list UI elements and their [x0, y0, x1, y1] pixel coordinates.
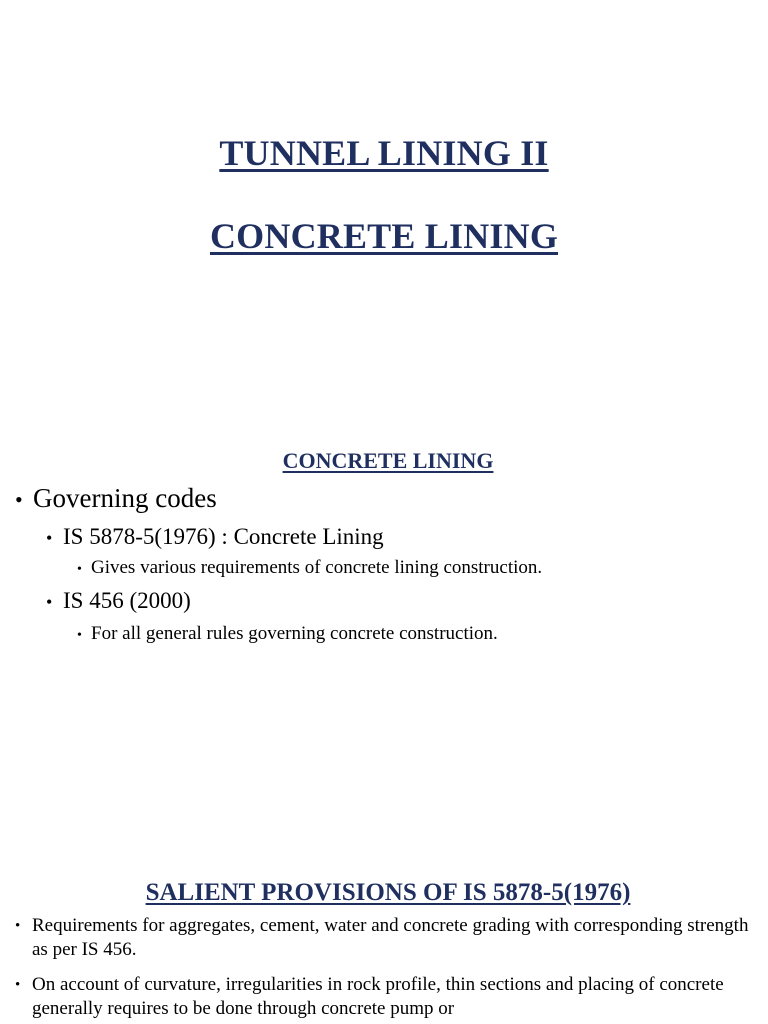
bullet-icon: •: [77, 628, 82, 643]
bullet-level-2: [46, 523, 384, 552]
bullet-icon: •: [77, 562, 82, 577]
bullet-text: IS 5878-5(1976) : Concrete Lining: [63, 524, 384, 549]
bullet-icon: •: [15, 918, 21, 934]
title-slide: [0, 0, 768, 416]
slide-title-line-1: TUNNEL LINING II: [219, 133, 549, 173]
slide-title-line-2: CONCRETE LINING: [209, 216, 559, 256]
bullet-text: IS 456 (2000): [63, 588, 191, 613]
bullet-text: Gives various requirements of concrete lining construction.: [91, 557, 543, 578]
bullet-level-3: [77, 556, 542, 582]
bullet-text: Governing codes: [33, 483, 217, 513]
slide-heading: CONCRETE LINING: [282, 448, 494, 473]
bullet-icon: •: [15, 487, 23, 512]
governing-codes-slide: [0, 430, 768, 850]
bullet-icon: •: [46, 592, 53, 612]
bullet-paragraph: [15, 973, 755, 1021]
salient-provisions-slide: [0, 860, 768, 1024]
bullet-level-3: [77, 622, 498, 648]
bullet-level-1: [15, 482, 217, 516]
bullet-text: Requirements for aggregates, cement, water and concrete grading with corresponding strength as per IS 456.: [32, 915, 749, 960]
bullet-paragraph: [15, 914, 755, 962]
bullet-text: For all general rules governing concrete construction.: [91, 623, 498, 644]
bullet-text: On account of curvature, irregularities in rock profile, thin sections and placing of concrete generally requires to be done through concrete pump or: [32, 974, 724, 1019]
slide-heading: SALIENT PROVISIONS OF IS 5878-5(1976): [145, 879, 631, 906]
bullet-icon: •: [15, 977, 21, 993]
bullet-level-2: [46, 587, 191, 616]
bullet-icon: •: [46, 528, 53, 548]
